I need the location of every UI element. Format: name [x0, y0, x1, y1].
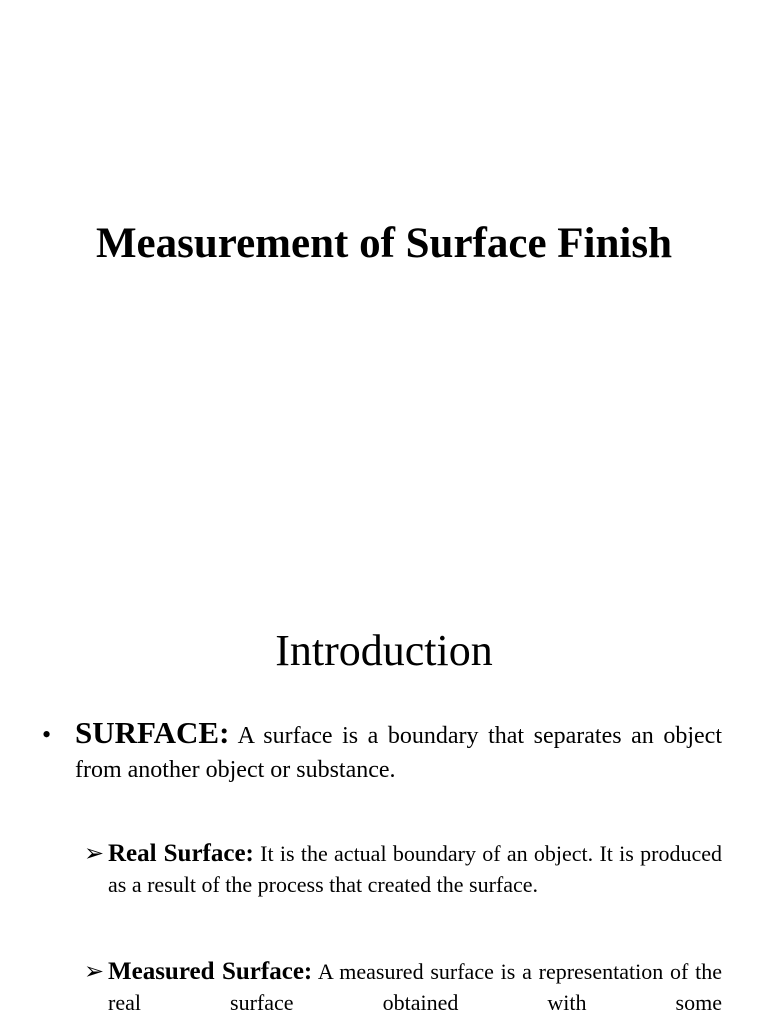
section-title: Introduction	[275, 626, 493, 675]
bullet-description: A surface is a boundary that separates an object from another object or substance.	[75, 723, 722, 783]
subpoint-paragraph	[108, 838, 722, 900]
bullet-dot-icon: •	[42, 720, 52, 749]
bullet-surface	[42, 716, 722, 787]
subpoint-description: A measured surface is a representation of the real surface obtained with some	[108, 959, 722, 1015]
subpoint-paragraph	[108, 956, 722, 1018]
arrow-bullet-icon: ➢	[84, 841, 105, 867]
subpoint-measured-surface	[84, 956, 722, 1018]
subpoint-description: It is the actual boundary of an object. It is produced as a result of the process that created the surface.	[108, 841, 722, 897]
subpoint-term: Real Surface:	[108, 840, 254, 867]
subpoint-term: Measured Surface:	[108, 958, 313, 985]
page-title: Measurement of Surface Finish	[95, 220, 673, 267]
bullet-term: SURFACE:	[75, 715, 230, 750]
slide-introduction	[0, 560, 768, 1024]
arrow-bullet-icon: ➢	[84, 959, 105, 985]
bullet-paragraph	[75, 716, 722, 787]
subpoint-real-surface	[84, 838, 722, 900]
